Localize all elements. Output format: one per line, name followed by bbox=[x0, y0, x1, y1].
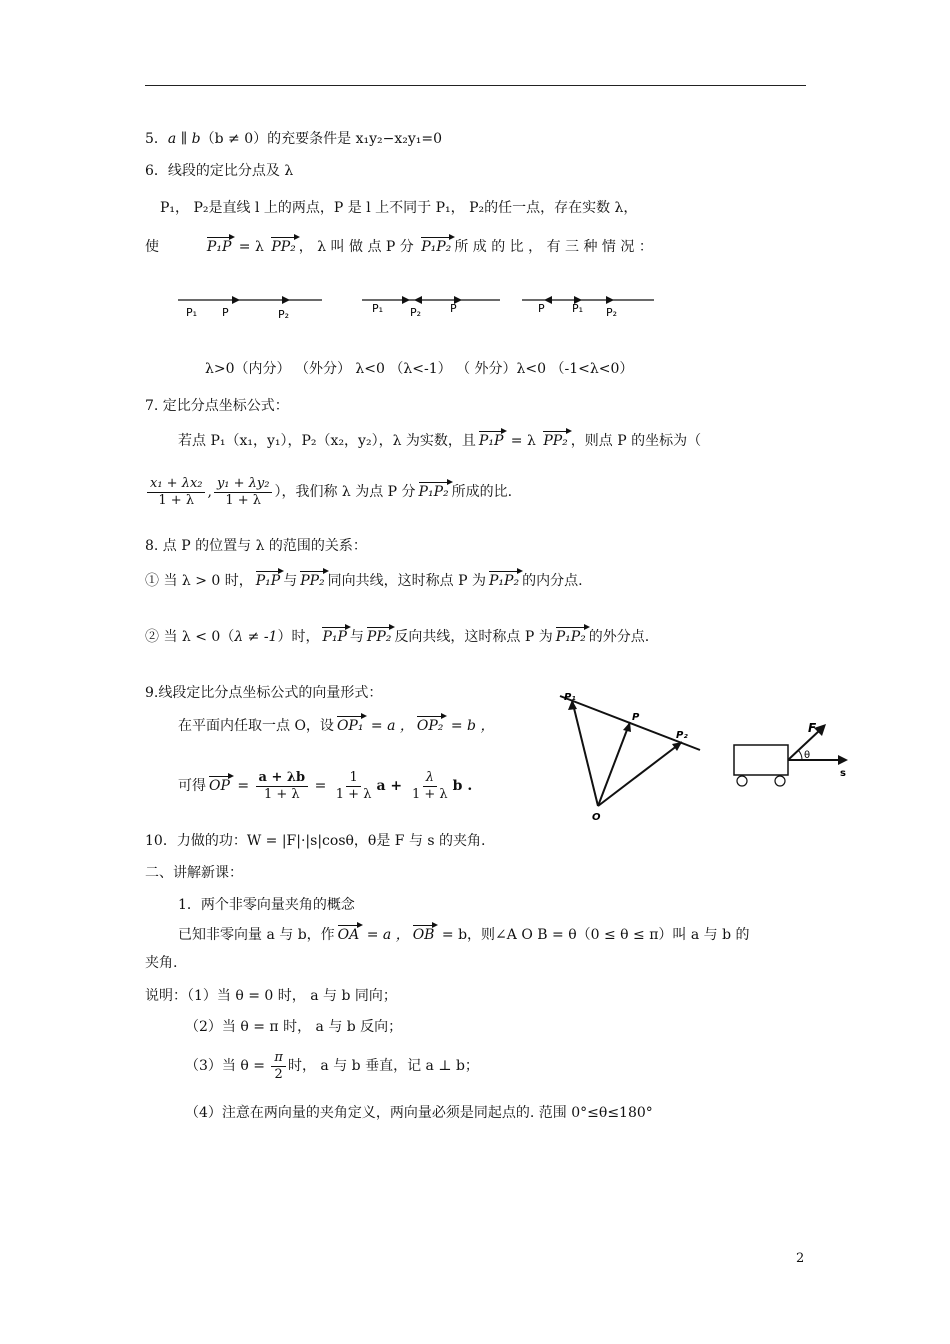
vector-oa: OA bbox=[337, 927, 360, 943]
vector-p1p: P₁P bbox=[322, 629, 347, 645]
item-7-line2: $\frac{\text{x₁ + λx₂}}{1 + \lambda}$ , $\frac{\text{y₁ + λy₂}}{1 + \lambda}$ ），我们称 λ 为点 P 分 P₁P₂ 所成的比. bbox=[145, 476, 512, 508]
page-number: 2 bbox=[796, 1251, 805, 1266]
text: ， λ 叫 做 点 P 分 bbox=[298, 239, 414, 255]
concept-line2: 夹角. bbox=[145, 955, 178, 971]
label-p2: P₂ bbox=[606, 306, 618, 319]
label-p1: P₁ bbox=[572, 302, 584, 315]
concept-line1: 已知非零向量 a 与 b，作 OA = a ， OB = b，则∠A O B = θ（0 ≤ θ ≤ π）叫 a 与 b 的 bbox=[178, 927, 750, 943]
vector-a: a bbox=[167, 131, 177, 147]
note-4: （4）注意在两向量的夹角定义，两向量必须是同起点的. 范围 0°≤θ≤180° bbox=[185, 1105, 653, 1121]
division-cases-diagram bbox=[170, 288, 670, 324]
vector-op2: OP₂ bbox=[416, 718, 444, 734]
item-6-line1: P₁， P₂是直线 l 上的两点，P 是 l 上不同于 P₁， P₂的任一点，存在实数 λ， bbox=[160, 200, 638, 216]
label-p2: P₂ bbox=[676, 730, 688, 741]
vector-b: b bbox=[191, 131, 201, 147]
label-p1: P₁ bbox=[564, 692, 576, 703]
label-p: P bbox=[632, 712, 640, 723]
vector-pp2: PP₂ bbox=[300, 573, 325, 589]
note-1: 说明：（1）当 θ = 0 时， a 与 b 同向； bbox=[145, 988, 397, 1004]
triangle-figure bbox=[550, 688, 710, 824]
item-8-title: 8. 点 P 的位置与 λ 的范围的关系： bbox=[145, 538, 367, 554]
vector-p1p: P₁P bbox=[206, 239, 232, 255]
vector-op: OP bbox=[209, 778, 230, 795]
label-p1: P₁ bbox=[372, 302, 384, 315]
lambda-condition: λ ≠ -1 bbox=[234, 629, 278, 645]
force-figure bbox=[728, 718, 858, 798]
note-3: （3）当 θ = $\frac{\pi}{2}$ 时， a 与 b 垂直，记 a ⊥ b； bbox=[185, 1050, 479, 1082]
item-10: 10．力做的功：W = |F|·|s|cosθ，θ是 F 与 s 的夹角. bbox=[145, 833, 486, 849]
item-6-cases: λ>0（内分） （外分） λ<0 （λ<-1） （ 外分）λ<0 （-1<λ<0） bbox=[205, 361, 634, 377]
item-8-case2: ② 当 λ < 0（λ ≠ -1）时， P₁P 与 PP₂ 反向共线，这时称点 P 为 P₁P₂ 的外分点. bbox=[145, 629, 650, 645]
equals-lambda: = λ bbox=[234, 239, 269, 255]
header-rule bbox=[145, 85, 806, 86]
item-text: 的充要条件是 x₁y₂−x₂y₁=0 bbox=[267, 131, 443, 147]
label-s: s bbox=[840, 768, 846, 779]
text: 所 成 的 比 ， 有 三 种 情 况 ： bbox=[454, 239, 653, 255]
case-external-1 bbox=[362, 296, 500, 319]
case-external-2 bbox=[522, 296, 654, 319]
item-5 bbox=[145, 128, 442, 148]
vector-ob: OB bbox=[412, 927, 435, 943]
note-2: （2）当 θ = π 时， a 与 b 反向； bbox=[185, 1019, 403, 1035]
label-p: P bbox=[222, 306, 229, 319]
label-p1: P₁ bbox=[186, 306, 198, 319]
case-internal bbox=[178, 296, 322, 321]
vector-p1p: P₁P bbox=[478, 433, 504, 449]
vector-pp2: PP₂ bbox=[543, 433, 568, 449]
text: ），我们称 λ 为点 P 分 bbox=[274, 484, 416, 501]
label-o: O bbox=[592, 812, 601, 823]
vector-p1p: P₁P bbox=[255, 573, 281, 589]
vector-p1p2: P₁P₂ bbox=[489, 573, 520, 589]
fraction-pi-half: $\frac{\pi}{2}$ bbox=[271, 1050, 286, 1082]
item-9-line1: 在平面内任取一点 O，设 OP₁ = a ， OP₂ = b ， bbox=[178, 718, 495, 734]
section-title: 二、讲解新课： bbox=[145, 865, 243, 881]
concept-title: 1．两个非零向量夹角的概念 bbox=[178, 897, 355, 913]
fraction-x: $\frac{\text{x₁ + λx₂}}{1 + \lambda}$ bbox=[147, 476, 205, 508]
equals-lambda: = λ bbox=[506, 433, 541, 449]
vector-p1p2: P₁P₂ bbox=[555, 629, 586, 645]
condition: （b ≠ 0） bbox=[200, 131, 268, 147]
item-7-line1 bbox=[178, 430, 701, 450]
label-theta: θ bbox=[804, 750, 811, 761]
item-8-case1: ① 当 λ > 0 时， P₁P 与 PP₂ 同向共线，这时称点 P 为 P₁P₂ 的内分点. bbox=[145, 573, 583, 589]
item-7-title: 7. 定比分点坐标公式： bbox=[145, 398, 289, 414]
item-6-line2 bbox=[145, 236, 653, 256]
text: 所成的比. bbox=[451, 484, 513, 501]
text: 若点 P₁（x₁，y₁），P₂（x₂，y₂），λ 为实数，且 bbox=[178, 433, 476, 449]
label-p2: P₂ bbox=[278, 308, 290, 321]
vector-p1p2: P₁P₂ bbox=[421, 239, 452, 255]
vector-pp2: PP₂ bbox=[366, 629, 392, 645]
label-p: P bbox=[538, 302, 545, 315]
text: 使 bbox=[145, 239, 159, 255]
label-f: F bbox=[808, 721, 817, 735]
item-9-title: 9.线段定比分点坐标公式的向量形式： bbox=[145, 685, 383, 701]
fraction-coef-b: $\frac{\lambda}{1 + \lambda}$ bbox=[412, 770, 448, 802]
fraction-main: $\frac{a + \lambda b}{1 + \lambda}$ bbox=[256, 770, 309, 802]
fraction-coef-a: $\frac{1}{1 + \lambda}$ bbox=[335, 770, 372, 802]
label-p: P bbox=[450, 302, 457, 315]
fraction-y: $\frac{\text{y₁ + λy₂}}{1 + \lambda}$ bbox=[214, 476, 273, 508]
vector-p1p2: P₁P₂ bbox=[418, 484, 449, 501]
parallel-symbol: ∥ bbox=[176, 131, 192, 147]
text: ，则点 P 的坐标为（ bbox=[570, 433, 702, 449]
label-p2: P₂ bbox=[410, 306, 422, 319]
item-number: 5． bbox=[145, 131, 168, 147]
vector-op1: OP₁ bbox=[336, 718, 364, 734]
vector-pp2: PP₂ bbox=[271, 239, 296, 255]
item-9-line2: 可得 OP = $\frac{a + \lambda b}{1 + \lambda}$ = $\frac{1}{1 + \lambda}$ a + $\frac{\lambda}{1 + \lambda}$ b . bbox=[178, 770, 473, 802]
item-6-title: 6．线段的定比分点及 λ bbox=[145, 163, 294, 179]
